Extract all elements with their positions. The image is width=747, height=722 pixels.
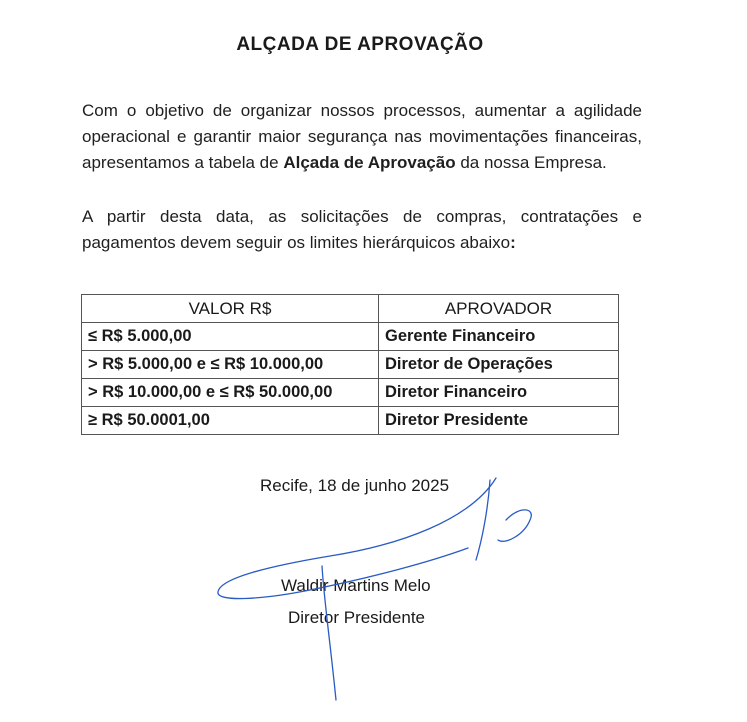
instruction-text: A partir desta data, as solicitações de compras, contratações e pagamentos devem seguir os limites hierárquicos abaixo [82, 207, 642, 252]
signatory-role: Diretor Presidente [288, 608, 426, 627]
approval-table [81, 294, 619, 435]
signature-cross-stroke [476, 480, 490, 560]
intro-text-end: da nossa Empresa. [455, 153, 607, 172]
intro-text-bold: Alçada de Aprovação [283, 153, 456, 172]
instruction-colon: : [510, 233, 516, 252]
approver-cell: Diretor de Operações [379, 351, 619, 379]
approver-cell: Diretor Presidente [379, 407, 619, 435]
table-row [82, 351, 619, 379]
instruction-paragraph [82, 204, 642, 256]
table-header-row [82, 295, 619, 323]
signature-hook-stroke [498, 510, 531, 541]
header-aprovador: APROVADOR [379, 295, 619, 323]
value-cell: ≥ R$ 50.0001,00 [82, 407, 379, 435]
approver-cell: Gerente Financeiro [379, 323, 619, 351]
table-row [82, 323, 619, 351]
signatory-name: Waldir Martins Melo [281, 576, 431, 595]
intro-paragraph [82, 98, 642, 176]
value-cell: > R$ 5.000,00 e ≤ R$ 10.000,00 [82, 351, 379, 379]
table-row [82, 407, 619, 435]
document-title: ALÇADA DE APROVAÇÃO [236, 34, 484, 55]
value-cell: > R$ 10.000,00 e ≤ R$ 50.000,00 [82, 379, 379, 407]
value-cell: ≤ R$ 5.000,00 [82, 323, 379, 351]
header-valor: VALOR R$ [82, 295, 379, 323]
table-row [82, 379, 619, 407]
approver-cell: Diretor Financeiro [379, 379, 619, 407]
intro-text-start: Com o objetivo de organizar nossos processos, aumentar a agilidade operacional e garantir maior segurança nas movimentações financeiras, apresentamos a tabela de [82, 101, 642, 172]
city-date: Recife, 18 de junho 2025 [260, 476, 450, 495]
